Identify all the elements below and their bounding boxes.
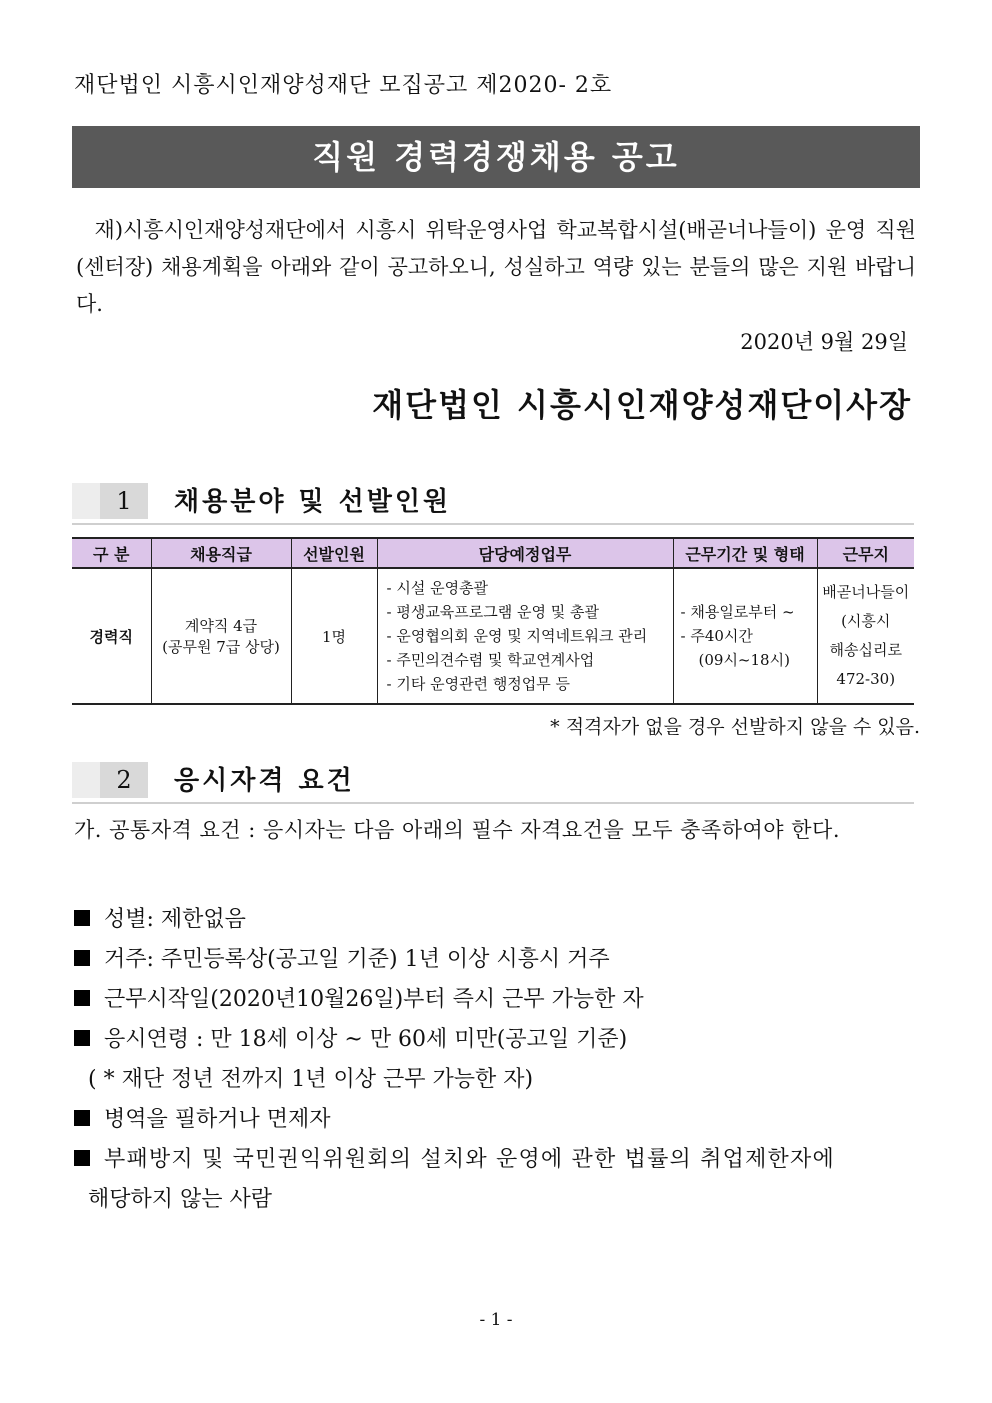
list-item: 성별: 제한없음: [74, 903, 920, 943]
grade-cell: 계약직 4급 (공무원 7급 상당): [151, 568, 291, 704]
section-1-heading: [72, 483, 914, 525]
list-item: 병역을 필하거나 면제자: [74, 1103, 920, 1143]
page-number: - 1 -: [479, 1310, 513, 1330]
page-title: 직원 경력경쟁채용 공고: [72, 126, 920, 188]
col-header: 구 분: [72, 538, 151, 568]
duty-item: - 기타 운영관련 행정업무 등: [386, 675, 571, 693]
signatory: 재단법인 시흥시인재양성재단이사장: [372, 386, 912, 424]
location-cell: 배곧너나들이 (시흥시 해송십리로 472-30): [817, 568, 914, 704]
square-bullet-icon: [74, 990, 90, 1006]
duty-item: - 주민의견수렴 및 학교연계사업: [386, 651, 595, 669]
square-bullet-icon: [74, 910, 90, 926]
table-header-row: [72, 538, 914, 568]
col-header: 채용직급: [151, 538, 291, 568]
common-requirements: 가. 공통자격 요건 : 응시자는 다음 아래의 필수 자격요건을 모두 충족하여야 한다.: [74, 818, 841, 842]
duty-item: - 평생교육프로그램 운영 및 총괄: [386, 603, 600, 621]
intro-paragraph: [76, 212, 916, 323]
intro-text: 재)시흥시인재양성재단에서 시흥시 위탁운영사업 학교복합시설(배곧너나들이) 운영 직원(센터장) 채용계획을 아래와 같이 공고하오니, 성실하고 역량 있는 분들의 많은 지원 바랍니다.: [76, 218, 916, 316]
table-note: * 적격자가 없을 경우 선발하지 않을 수 있음.: [550, 716, 920, 738]
square-bullet-icon: [74, 1030, 90, 1046]
col-header: 담당예정업무: [377, 538, 673, 568]
recruitment-table: [72, 537, 914, 705]
duty-item: - 운영협의회 운영 및 지역네트워크 관리: [386, 627, 648, 645]
square-bullet-icon: [74, 950, 90, 966]
duty-item: - 시설 운영총괄: [386, 579, 489, 597]
section-title: 채용분야 및 선발인원: [174, 487, 452, 517]
notice-number: 재단법인 시흥시인재양성재단 모집공고 제2020- 2호: [74, 73, 613, 98]
table-row: [72, 568, 914, 704]
list-item: 근무시작일(2020년10월26일)부터 즉시 근무 가능한 자: [74, 983, 920, 1023]
duties-cell: [377, 568, 673, 704]
announcement-date: 2020년 9월 29일: [740, 330, 908, 354]
col-header: 선발인원: [291, 538, 377, 568]
section-number: 2: [100, 762, 148, 798]
square-bullet-icon: [74, 1110, 90, 1126]
col-header: 근무지: [817, 538, 914, 568]
period-cell: - 채용일로부터 ~ - 주40시간 (09시~18시): [673, 568, 817, 704]
requirements-list: [74, 903, 920, 1223]
section-title: 응시자격 요건: [174, 766, 355, 796]
section-2-heading: [72, 762, 914, 804]
list-item: 부패방지 및 국민권익위원회의 설치와 운영에 관한 법률의 취업제한자에: [74, 1143, 920, 1183]
category-cell: 경력직: [72, 568, 151, 704]
section-number: 1: [100, 483, 148, 519]
list-item-continuation: 해당하지 않는 사람: [88, 1187, 273, 1212]
square-bullet-icon: [74, 1150, 90, 1166]
count-cell: 1명: [291, 568, 377, 704]
list-item: 거주: 주민등록상(공고일 기준) 1년 이상 시흥시 거주: [74, 943, 920, 983]
col-header: 근무기간 및 형태: [673, 538, 817, 568]
list-item: 응시연령 : 만 18세 이상 ~ 만 60세 미만(공고일 기준): [74, 1023, 920, 1063]
age-subnote: ( * 재단 정년 전까지 1년 이상 근무 가능한 자): [88, 1067, 534, 1092]
